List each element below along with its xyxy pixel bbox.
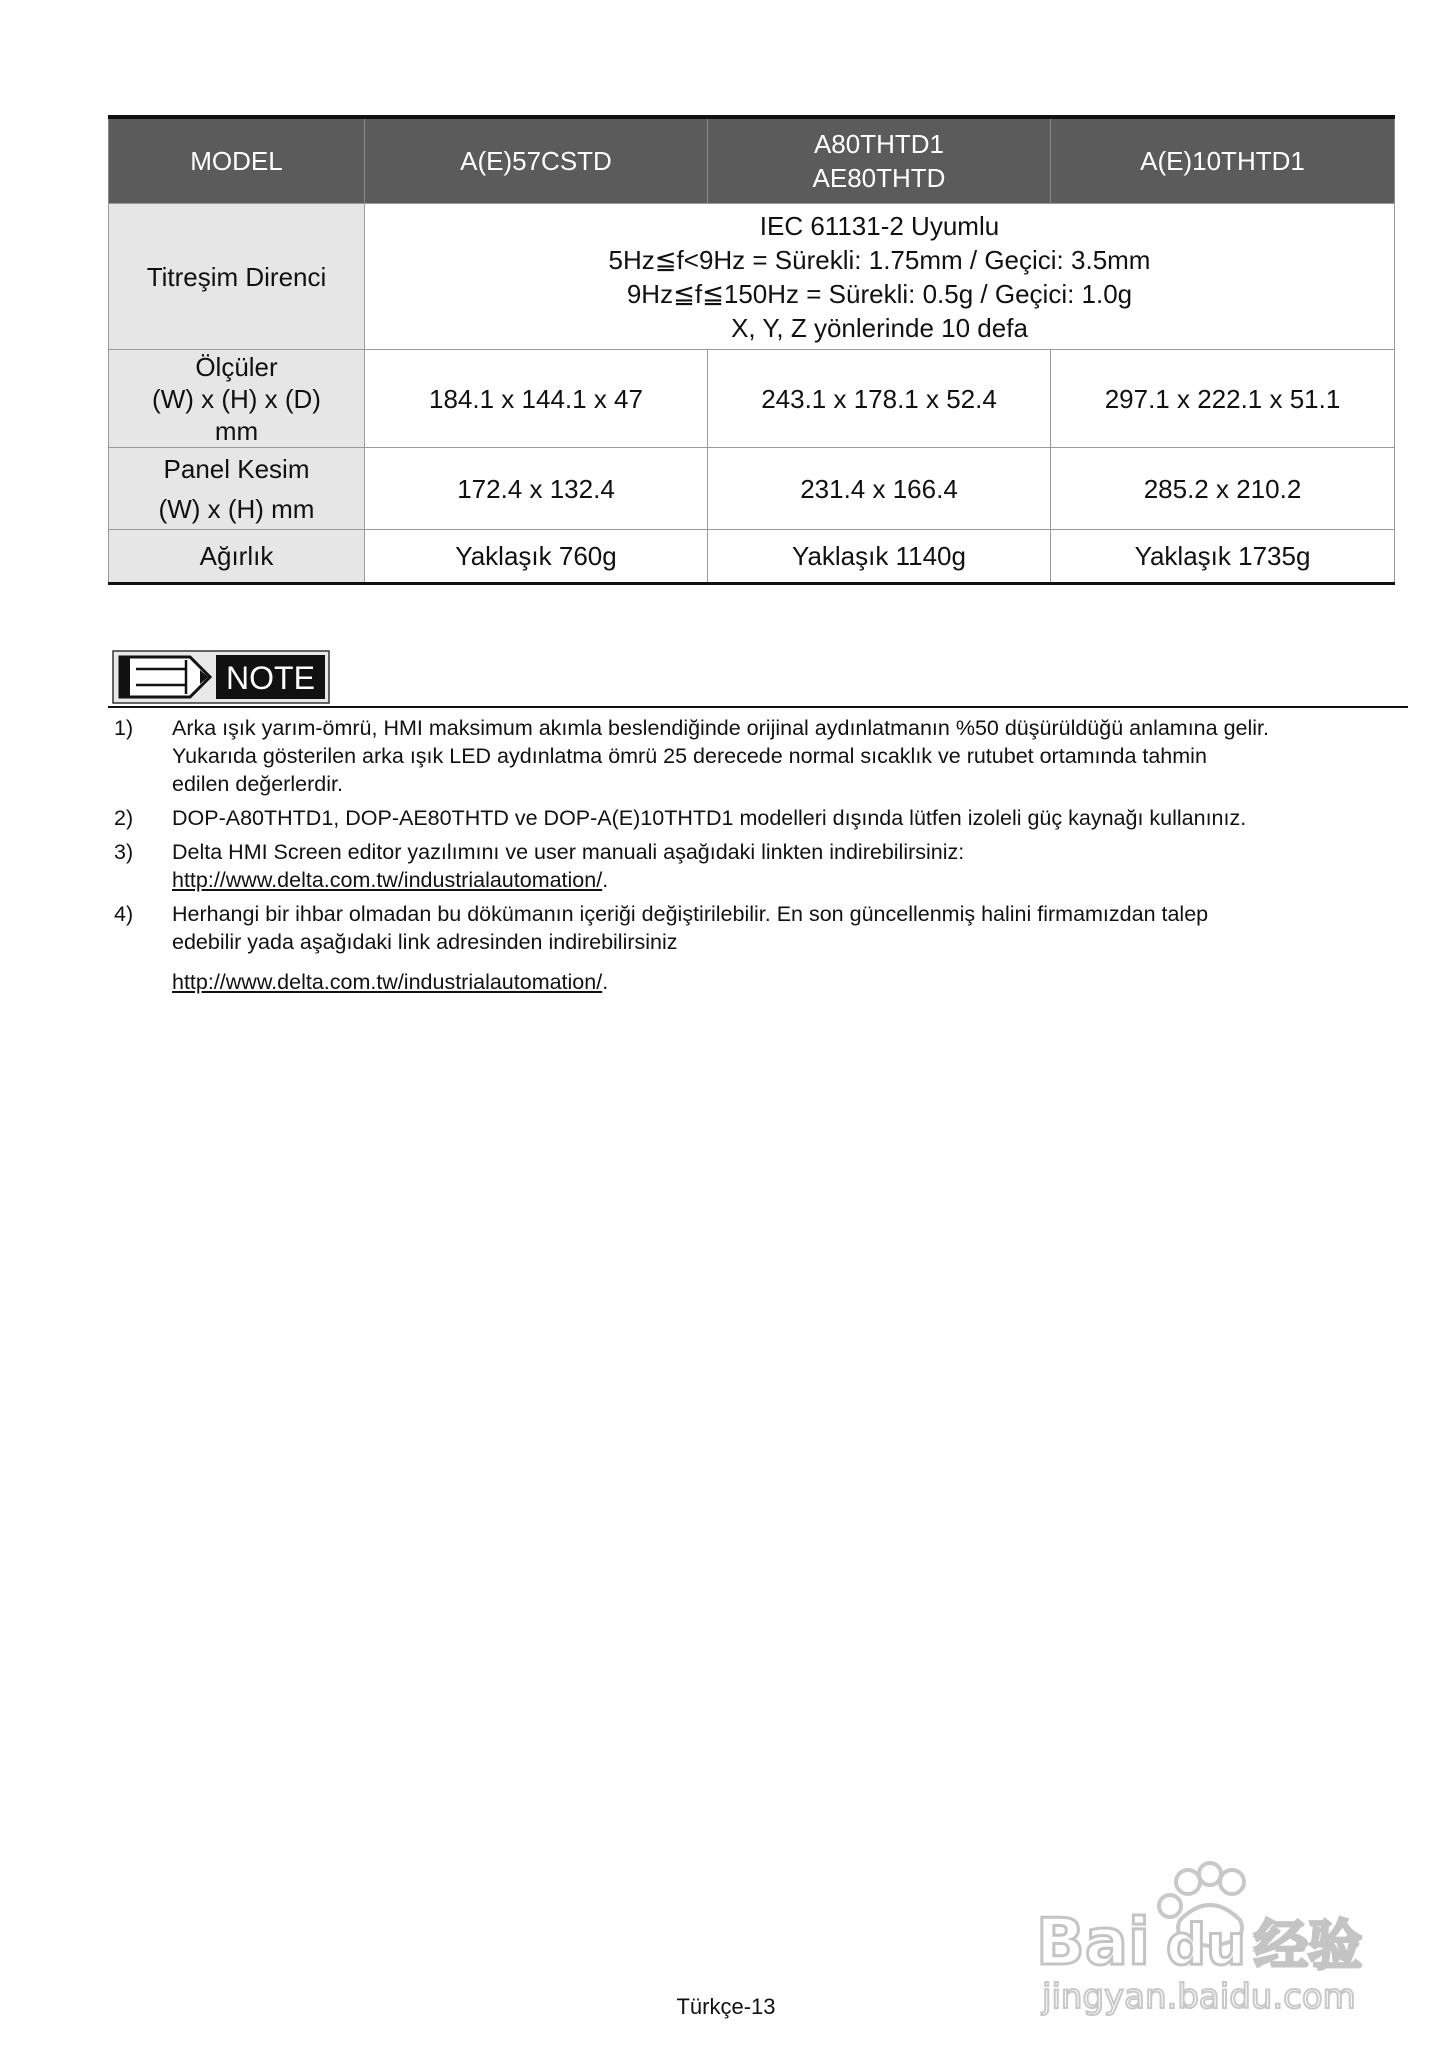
header-col2 bbox=[708, 117, 1051, 204]
notes-list bbox=[108, 714, 1408, 1002]
header-col2-line2: AE80THTD bbox=[812, 163, 946, 193]
note-item-1 bbox=[108, 714, 1408, 798]
note-text: Arka ışık yarım-ömrü, HMI maksimum akımla beslendiğinde orijinal aydınlatmanın %50 düşürüldüğü anlamına gelir. bbox=[172, 716, 1269, 740]
watermark-bai: Bai bbox=[1036, 1906, 1150, 1980]
header-col3: A(E)10THTD1 bbox=[1051, 117, 1395, 204]
note-item-4 bbox=[108, 900, 1408, 996]
vibration-line4: X, Y, Z yönlerinde 10 defa bbox=[731, 312, 1028, 343]
header-row bbox=[109, 117, 1395, 204]
note-number: 3) bbox=[114, 840, 134, 864]
weight-label: Ağırlık bbox=[109, 530, 365, 584]
watermark-du: du bbox=[1166, 1913, 1246, 1978]
note-number: 1) bbox=[114, 716, 134, 740]
page-number: Türkçe-13 bbox=[676, 1994, 776, 2019]
pencil-icon bbox=[120, 657, 210, 697]
note-divider bbox=[108, 706, 1408, 708]
cutout-label-line2: (W) x (H) mm bbox=[158, 493, 315, 524]
vibration-row bbox=[109, 204, 1395, 350]
note-number: 2) bbox=[114, 806, 134, 830]
header-col2-line1: A80THTD1 bbox=[813, 129, 945, 159]
delta-download-link[interactable]: http://www.delta.com.tw/industrialautomation/ bbox=[172, 868, 603, 892]
dimensions-label-line1: Ölçüler bbox=[195, 351, 278, 382]
vibration-label: Titreşim Direnci bbox=[109, 204, 365, 350]
cutout-label-line1: Panel Kesim bbox=[163, 453, 310, 484]
vibration-line3: 9Hz≦f≦150Hz = Sürekli: 0.5g / Geçici: 1.0g bbox=[626, 278, 1133, 309]
note-text: Yukarıda gösterilen arka ışık LED aydınlatma ömrü 25 derecede normal sıcaklık ve rutubet ortamında tahmin bbox=[172, 744, 1207, 768]
note-text: DOP-A80THTD1, DOP-AE80THTD ve DOP-A(E)10THTD1 modelleri dışında lütfen izoleli güç kaynağı kullanınız. bbox=[172, 806, 1247, 830]
weight-row bbox=[109, 530, 1395, 584]
note-item-3 bbox=[108, 838, 1408, 894]
note-text: edebilir yada aşağıdaki link adresinden indirebilirsiniz bbox=[172, 930, 678, 954]
cutout-col1: 172.4 x 132.4 bbox=[365, 448, 708, 530]
dimensions-row bbox=[109, 350, 1395, 448]
watermark-jingyan: 经验 bbox=[1254, 1914, 1362, 1977]
cutout-row bbox=[109, 448, 1395, 530]
note-text: Herhangi bir ihbar olmadan bu dökümanın içeriği değiştirilebilir. En son güncellenmiş halini firmamızdan talep bbox=[172, 902, 1209, 926]
link-period: . bbox=[602, 868, 609, 892]
note-item-2 bbox=[108, 804, 1408, 832]
vibration-value bbox=[365, 204, 1395, 350]
note-text: Delta HMI Screen editor yazılımını ve user manuali aşağıdaki linkten indirebilirsiniz: bbox=[172, 840, 965, 864]
dimensions-col2: 243.1 x 178.1 x 52.4 bbox=[708, 350, 1051, 448]
dimensions-col1: 184.1 x 144.1 x 47 bbox=[365, 350, 708, 448]
cutout-col2: 231.4 x 166.4 bbox=[708, 448, 1051, 530]
vibration-line2: 5Hz≦f<9Hz = Sürekli: 1.75mm / Geçici: 3.5mm bbox=[608, 244, 1151, 275]
spec-table bbox=[108, 115, 1395, 585]
dimensions-label-line2: (W) x (H) x (D) bbox=[152, 383, 321, 414]
header-model: MODEL bbox=[109, 117, 365, 204]
link-period: . bbox=[602, 970, 609, 994]
note-number: 4) bbox=[114, 902, 134, 926]
vibration-line1: IEC 61131-2 Uyumlu bbox=[759, 210, 1000, 241]
dimensions-col3: 297.1 x 222.1 x 51.1 bbox=[1051, 350, 1395, 448]
weight-col1: Yaklaşık 760g bbox=[365, 530, 708, 584]
weight-col3: Yaklaşık 1735g bbox=[1051, 530, 1395, 584]
cutout-label bbox=[109, 448, 365, 530]
dimensions-label-line3: mm bbox=[214, 415, 259, 446]
header-col1: A(E)57CSTD bbox=[365, 117, 708, 204]
note-link-line bbox=[172, 968, 1408, 996]
delta-download-link[interactable]: http://www.delta.com.tw/industrialautomation/ bbox=[172, 970, 603, 994]
dimensions-label bbox=[109, 350, 365, 448]
note-badge bbox=[112, 650, 330, 704]
note-label: NOTE bbox=[226, 660, 315, 696]
cutout-col3: 285.2 x 210.2 bbox=[1051, 448, 1395, 530]
note-link-line bbox=[172, 866, 1408, 894]
weight-col2: Yaklaşık 1140g bbox=[708, 530, 1051, 584]
note-text: edilen değerlerdir. bbox=[172, 772, 343, 796]
watermark-url: jingyan.baidu.com bbox=[1042, 1977, 1356, 2017]
